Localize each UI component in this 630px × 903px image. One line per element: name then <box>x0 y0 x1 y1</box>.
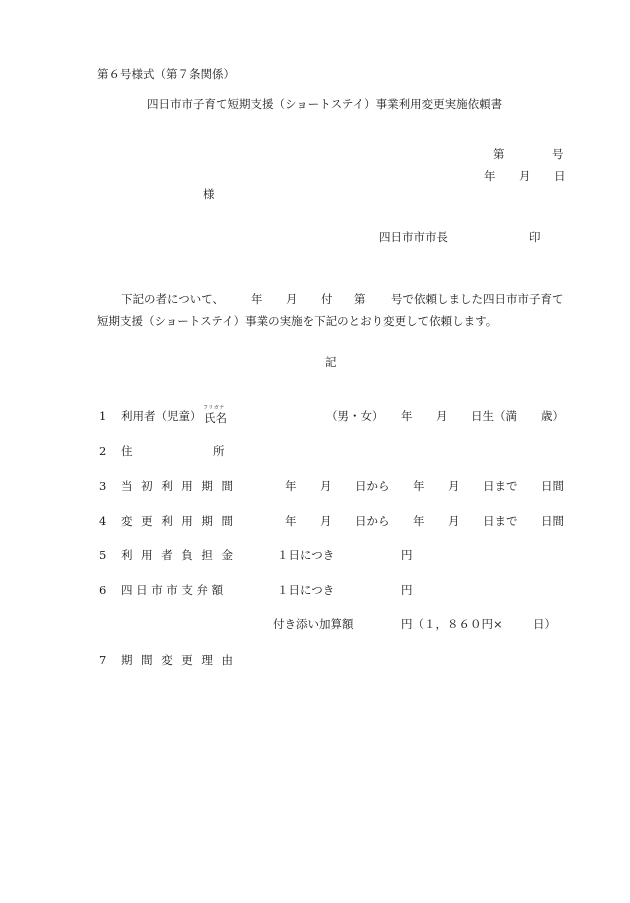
item4-day2: 日まで <box>483 514 518 528</box>
item4-label: 変更利用期間 <box>121 514 242 528</box>
item1-name-ruby <box>203 405 227 425</box>
item1-number: 1 <box>99 409 107 423</box>
item7-number: 7 <box>99 653 107 667</box>
item3-day1: 日から <box>355 479 390 493</box>
item5-yen: 円 <box>401 548 413 562</box>
body-line1-rest: 号で依頼しました四日市市子育て <box>391 292 564 306</box>
item4-month2: 月 <box>448 514 460 528</box>
item1-year: 年 <box>401 409 413 423</box>
seal-mark: 印 <box>529 230 541 244</box>
date-day: 日 <box>554 169 566 183</box>
body-line1-tsuki: 付 <box>321 292 333 306</box>
item6-label: 四日市市支弁額 <box>121 583 227 597</box>
item4-month1: 月 <box>320 514 332 528</box>
item1-gender: （男・女） <box>326 409 384 423</box>
addressee-suffix: 様 <box>203 187 215 201</box>
body-line1-a: 下記の者について、 <box>121 292 225 306</box>
body-line1-year: 年 <box>251 292 263 306</box>
item1-age: 歳） <box>541 409 564 423</box>
date-year: 年 <box>484 169 496 183</box>
item1-name-label: 氏名 <box>204 411 227 425</box>
item3-month1: 月 <box>320 479 332 493</box>
item3-number: 3 <box>99 479 107 493</box>
item2-number: 2 <box>99 444 107 458</box>
item4-number: 4 <box>99 514 107 528</box>
addon-calc: 円（１，８６０円× <box>401 617 503 631</box>
item1-label: 利用者（児童） <box>121 409 202 423</box>
item4-year2: 年 <box>413 514 425 528</box>
date-month: 月 <box>519 169 531 183</box>
body-line1-dai: 第 <box>354 292 366 306</box>
item2-label-b: 所 <box>213 444 225 458</box>
item3-days: 日間 <box>541 479 564 493</box>
document-title: 四日市市子育て短期支援（ショートステイ）事業利用変更実施依頼書 <box>147 97 503 111</box>
item7-label: 期間変更理由 <box>121 653 242 667</box>
item6-number: 6 <box>99 583 107 597</box>
body-line2: 短期支援（ショートステイ）事業の実施を下記のとおり変更して依頼します。 <box>97 314 498 328</box>
item3-year2: 年 <box>413 479 425 493</box>
item4-day1: 日から <box>355 514 390 528</box>
item1-born: 日生（満 <box>471 409 517 423</box>
item3-label: 当初利用期間 <box>121 479 242 493</box>
ki-mark: 記 <box>325 355 337 369</box>
item4-days: 日間 <box>541 514 564 528</box>
item5-number: 5 <box>99 548 107 562</box>
doc-no-prefix: 第 <box>493 147 505 161</box>
addon-end: 日） <box>533 617 556 631</box>
item5-label: 利用者負担金 <box>121 548 242 562</box>
item3-day2: 日まで <box>483 479 518 493</box>
body-line1-month: 月 <box>286 292 298 306</box>
item5-per-day: １日につき <box>277 548 335 562</box>
item6-per-day: １日につき <box>277 583 335 597</box>
item1-month: 月 <box>436 409 448 423</box>
item2-label-a: 住 <box>121 444 133 458</box>
addon-label: 付き添い加算額 <box>273 617 354 631</box>
item4-year1: 年 <box>285 514 297 528</box>
item3-year1: 年 <box>285 479 297 493</box>
furigana-label: フリガナ <box>203 405 225 411</box>
item6-yen: 円 <box>401 583 413 597</box>
issuer-name: 四日市市市長 <box>379 230 448 244</box>
item3-month2: 月 <box>448 479 460 493</box>
doc-no-suffix: 号 <box>552 147 564 161</box>
form-number: 第６号様式（第７条関係） <box>97 67 235 81</box>
